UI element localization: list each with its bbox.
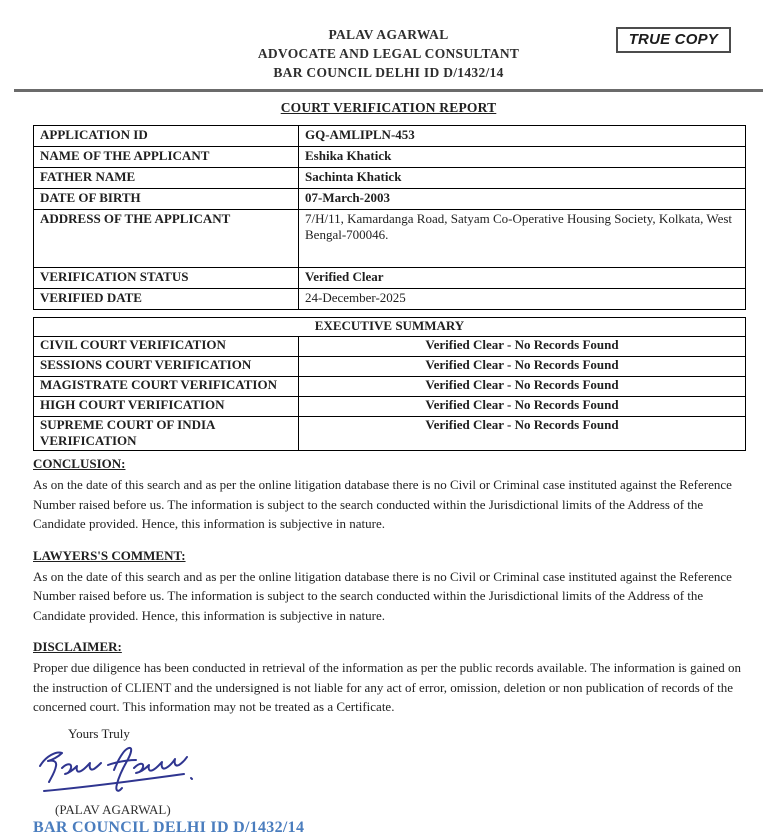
lawyers-comment-heading: LAWYERS'S COMMENT:	[33, 547, 186, 563]
table-row	[34, 168, 746, 189]
field-value: Sachinta Khatick	[299, 168, 746, 189]
table-row	[34, 397, 746, 417]
table-row	[34, 210, 746, 268]
table-row	[34, 189, 746, 210]
conclusion-section	[33, 456, 742, 534]
disclaimer-heading: DISCLAIMER:	[33, 639, 122, 654]
executive-summary-table	[33, 317, 746, 451]
court-result: Verified Clear - No Records Found	[299, 357, 746, 377]
table-row	[34, 357, 746, 377]
court-result: Verified Clear - No Records Found	[299, 417, 746, 451]
field-value: 07-March-2003	[299, 189, 746, 210]
table-header-row	[34, 318, 746, 337]
lawyers-comment-section	[33, 548, 742, 626]
table-row	[34, 377, 746, 397]
table-row	[34, 147, 746, 168]
court-result: Verified Clear - No Records Found	[299, 377, 746, 397]
court-label: MAGISTRATE COURT VERIFICATION	[34, 377, 299, 397]
court-label: CIVIL COURT VERIFICATION	[34, 337, 299, 357]
advocate-title: ADVOCATE AND LEGAL CONSULTANT	[257, 46, 520, 61]
table-row	[34, 417, 746, 451]
table-row	[34, 126, 746, 147]
signature-ink-icon	[36, 744, 196, 796]
field-label: APPLICATION ID	[34, 126, 299, 147]
court-label: SESSIONS COURT VERIFICATION	[34, 357, 299, 377]
court-label: SUPREME COURT OF INDIA VERIFICATION	[34, 417, 299, 451]
bar-council-id-footer: BAR COUNCIL DELHI ID D/1432/14	[33, 818, 305, 836]
field-label: FATHER NAME	[34, 168, 299, 189]
conclusion-body: As on the date of this search and as per the online litigation database there is no Civil or Criminal case instituted against the Reference Number raised before us. The information is subject to the search conducted within the Jurisdictional limits of the Address of the Candidate provided. Hence, this information is subjective in nature.	[33, 477, 732, 531]
field-value: 7/H/11, Kamardanga Road, Satyam Co-Operative Housing Society, Kolkata, West Bengal-700046.	[299, 210, 746, 268]
field-value: 24-December-2025	[299, 289, 746, 310]
bar-council-id-header: BAR COUNCIL DELHI ID D/1432/14	[273, 65, 504, 80]
field-value: Eshika Khatick	[299, 147, 746, 168]
report-title: COURT VERIFICATION REPORT	[280, 100, 497, 115]
court-result: Verified Clear - No Records Found	[299, 397, 746, 417]
lawyers-comment-body: As on the date of this search and as per the online litigation database there is no Civil or Criminal case instituted against the Reference Number raised before us. The information is subject to the search conducted within the Jurisdictional limits of the Address of the Candidate provided. Hence, this information is subjective in nature.	[33, 568, 732, 623]
disclaimer-section	[33, 639, 742, 717]
field-value: Verified Clear	[299, 268, 746, 289]
table-row	[34, 268, 746, 289]
executive-summary-title: EXECUTIVE SUMMARY	[34, 318, 746, 337]
advocate-name: PALAV AGARWAL	[328, 27, 449, 42]
applicant-details-table	[33, 125, 746, 310]
field-label: VERIFICATION STATUS	[34, 268, 299, 289]
header-divider	[14, 89, 763, 92]
field-label: VERIFIED DATE	[34, 289, 299, 310]
table-row	[34, 337, 746, 357]
table-row	[34, 289, 746, 310]
field-label: NAME OF THE APPLICANT	[34, 147, 299, 168]
disclaimer-body: Proper due diligence has been conducted in retrieval of the information as per the public records available. The information is gained on the instruction of CLIENT and the undersigned is not liable for any act of error, omission, deletion or non publication of records of the concerned court. This information may not be treated as a Certificate.	[33, 660, 742, 714]
court-label: HIGH COURT VERIFICATION	[34, 397, 299, 417]
field-label: ADDRESS OF THE APPLICANT	[34, 210, 299, 268]
conclusion-heading: CONCLUSION:	[33, 456, 126, 471]
field-value: GQ-AMLIPLN-453	[299, 126, 746, 147]
field-label: DATE OF BIRTH	[34, 189, 299, 210]
handwritten-signature	[36, 744, 777, 801]
closing-text: Yours Truly	[68, 725, 130, 741]
typed-name: (PALAV AGARWAL)	[55, 801, 171, 817]
true-copy-stamp: TRUE COPY	[616, 27, 731, 53]
court-result: Verified Clear - No Records Found	[299, 337, 746, 357]
